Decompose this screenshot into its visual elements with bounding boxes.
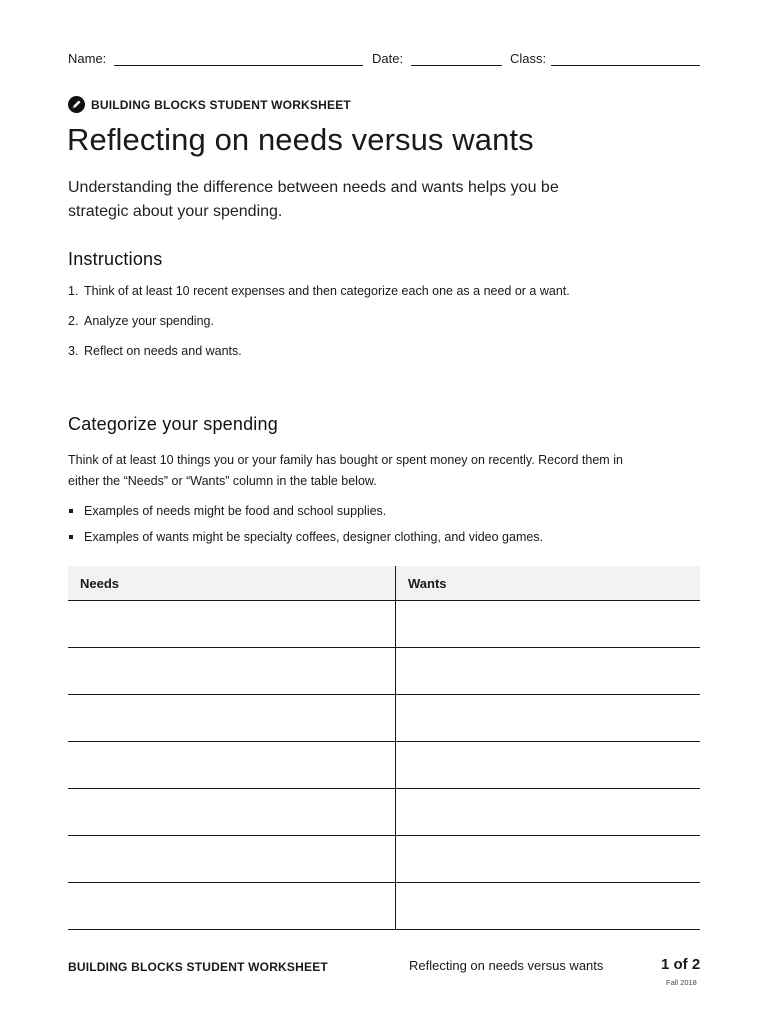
table-row: [68, 695, 700, 742]
table-header-row: [68, 566, 700, 601]
list-item: [68, 503, 708, 520]
item-number: 1.: [68, 284, 79, 298]
date-label: Date:: [372, 51, 404, 66]
list-item: [68, 283, 588, 300]
examples-list: [68, 503, 708, 555]
needs-cell[interactable]: [68, 742, 396, 789]
wants-cell[interactable]: [396, 836, 701, 883]
table-row: [68, 601, 700, 648]
wants-cell[interactable]: [396, 789, 701, 836]
brand-label: BUILDING BLOCKS STUDENT WORKSHEET: [91, 97, 351, 112]
footer-title: Reflecting on needs versus wants: [409, 958, 604, 973]
page-subtitle: Understanding the difference between needs and wants helps you be strategic about your spending.: [68, 179, 559, 220]
date-field-line[interactable]: [411, 65, 502, 66]
categorize-heading: Categorize your spending: [68, 414, 278, 434]
class-label: Class:: [510, 51, 547, 66]
table-row: [68, 836, 700, 883]
footer-brand: BUILDING BLOCKS STUDENT WORKSHEET: [68, 960, 328, 974]
wants-cell[interactable]: [396, 695, 701, 742]
list-item: [68, 313, 588, 330]
pencil-icon: [68, 96, 85, 113]
page-title: Reflecting on needs versus wants: [67, 122, 534, 157]
item-text: Think of at least 10 recent expenses and then categorize each one as a need or a want.: [84, 284, 570, 298]
needs-cell[interactable]: [68, 601, 396, 648]
needs-cell[interactable]: [68, 883, 396, 930]
wants-cell[interactable]: [396, 883, 701, 930]
wants-cell[interactable]: [396, 648, 701, 695]
wants-cell[interactable]: [396, 601, 701, 648]
needs-cell[interactable]: [68, 648, 396, 695]
name-label: Name:: [68, 51, 107, 66]
item-number: 3.: [68, 344, 79, 358]
instructions-heading: Instructions: [68, 249, 163, 269]
bullet-icon: [68, 503, 84, 520]
wants-column-header: Wants: [396, 566, 701, 601]
bullet-icon: [68, 529, 84, 546]
table-row: [68, 789, 700, 836]
table-row: [68, 648, 700, 695]
needs-cell[interactable]: [68, 695, 396, 742]
list-item: [68, 343, 588, 360]
name-field-line[interactable]: [114, 65, 363, 66]
wants-cell[interactable]: [396, 742, 701, 789]
item-text: Analyze your spending.: [84, 314, 214, 328]
list-item: [68, 529, 708, 546]
worksheet-brand: [68, 96, 351, 113]
footer-date: Fall 2018: [666, 978, 697, 987]
page-number: 1 of 2: [661, 956, 701, 973]
categorize-paragraph: Think of at least 10 things you or your family has bought or spent money on recently. Record them in either the “Needs” or “Wants” column in the table below.: [68, 453, 623, 488]
bullet-text: Examples of wants might be specialty coffees, designer clothing, and video games.: [84, 530, 544, 544]
item-number: 2.: [68, 314, 79, 328]
needs-cell[interactable]: [68, 836, 396, 883]
needs-wants-table: [68, 566, 700, 930]
table-row: [68, 883, 700, 930]
needs-cell[interactable]: [68, 789, 396, 836]
table-row: [68, 742, 700, 789]
needs-column-header: Needs: [68, 566, 396, 601]
instructions-list: [68, 283, 588, 373]
item-text: Reflect on needs and wants.: [84, 344, 242, 358]
class-field-line[interactable]: [551, 65, 700, 66]
bullet-text: Examples of needs might be food and school supplies.: [84, 504, 387, 518]
